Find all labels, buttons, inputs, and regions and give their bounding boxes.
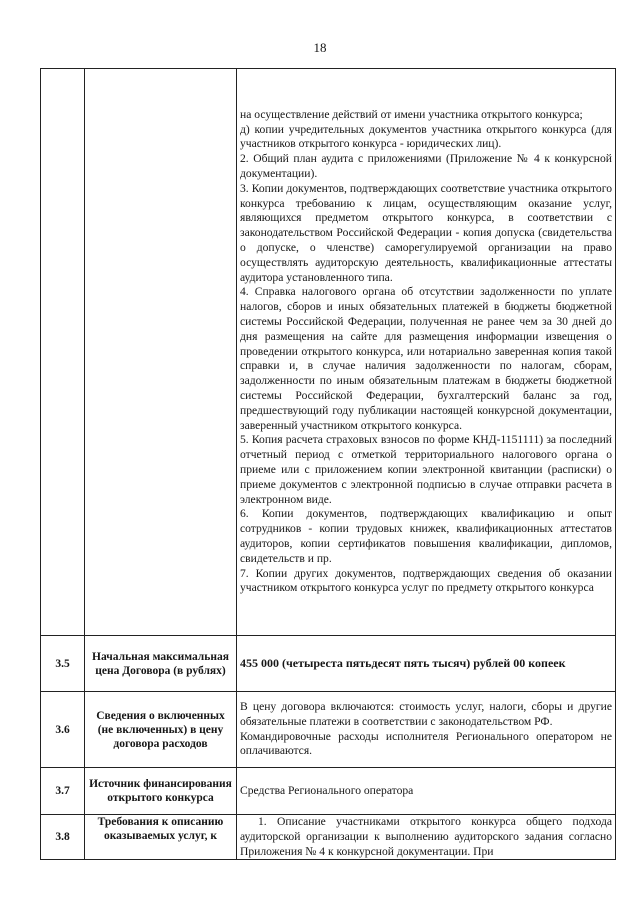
page-number: 18 <box>313 40 327 55</box>
row-content-cell <box>237 692 616 768</box>
table-row <box>41 768 616 815</box>
table-row <box>41 692 616 768</box>
table-row <box>41 69 616 636</box>
row-number-cell: 3.6 <box>41 692 85 768</box>
list-item: д) копии учредительных документов участника открытого конкурса (для участников открытого конкурса - юридических лиц). <box>240 122 612 151</box>
row-label-cell: Требования к описанию оказываемых услуг, к <box>85 815 237 860</box>
list-item: 3. Копии документов, подтверждающих соответствие участника открытого конкурса требованию к лицам, осуществляющим оказание услуг, являющихся предметом открытого конкурса, в соответствии с законодательством Российской Федерации - копия допуска (свидетельства о допуске, о членстве) саморегулируемой организации на право осуществлять аудиторскую деятельность, квалификационные аттестаты аудитора установленного типа. <box>240 181 612 284</box>
row-content-cell <box>237 69 616 636</box>
row-content-cell <box>237 636 616 692</box>
row-content-cell: Средства Регионального оператора <box>237 768 616 815</box>
row-number-cell: 3.8 <box>41 815 85 860</box>
list-item: 2. Общий план аудита с приложениями (Приложение № 4 к конкурсной документации). <box>240 152 612 181</box>
list-item: на осуществление действий от имени участника открытого конкурса; <box>240 107 583 121</box>
row-label-cell: Источник финансирования открытого конкурса <box>85 768 237 815</box>
price-value: 455 000 (четыреста пятьдесят пять тысяч) рублей 00 копеек <box>240 655 566 670</box>
row-number-cell <box>41 69 85 636</box>
row-label-cell: Сведения о включенных (не включенных) в цену договора расходов <box>85 692 237 768</box>
list-item: 4. Справка налогового органа об отсутствии задолженности по уплате налогов, сборов и иных обязательных платежей в бюджеты бюджетной системы Российской Федерации, полученная не ранее чем за 30 дней до дня размещения на сайте для размещения информации извещения о проведении открытого конкурса, или нотариально заверенная копия такой справки и, в случае наличия задолженности по налогам, сборам, задолженности по иным обязательным платежам в бюджеты бюджетной системы Российской Федерации, бухгалтерский баланс за год, предшествующий году публикации настоящей конкурсной документации, заверенный участником открытого конкурса. <box>240 285 612 432</box>
row-number-cell: 3.5 <box>41 636 85 692</box>
content-line: Командировочные расходы исполнителя Регионального оператором не оплачиваются. <box>240 729 612 758</box>
table-row <box>41 636 616 692</box>
row-content-cell <box>237 815 616 860</box>
list-item: 5. Копия расчета страховых взносов по форме КНД-1151111) за последний отчетный период с отметкой территориального налогового органа о приеме или с приложением копии электронной квитанции (расписки) о приеме документов с электронной подписью в случае отправки расчета в электронном виде. <box>240 433 612 506</box>
content-line: 1. Описание участниками открытого конкурса общего подхода аудиторской организации к выполнению аудиторского задания согласно Приложения № 4 к конкурсной документации. При <box>240 815 612 858</box>
row-number-cell: 3.7 <box>41 768 85 815</box>
table-row <box>41 815 616 860</box>
row-label-cell <box>85 69 237 636</box>
list-item: 7. Копии других документов, подтверждающих сведения об оказании участником открытого конкурса услуг по предмету открытого конкурса <box>240 566 612 595</box>
list-item: 6. Копии документов, подтверждающих квалификацию и опыт сотрудников - копии трудовых книжек, квалификационных аттестатов аудиторов, копии сертификатов повышения квалификации, дипломов, свидетельств и пр. <box>240 507 612 565</box>
row-label-cell: Начальная максимальная цена Договора (в рублях) <box>85 636 237 692</box>
requirements-table <box>40 68 616 860</box>
content-line: В цену договора включаются: стоимость услуг, налоги, сборы и другие обязательные платежи в соответствии с законодательством РФ. <box>240 699 612 728</box>
